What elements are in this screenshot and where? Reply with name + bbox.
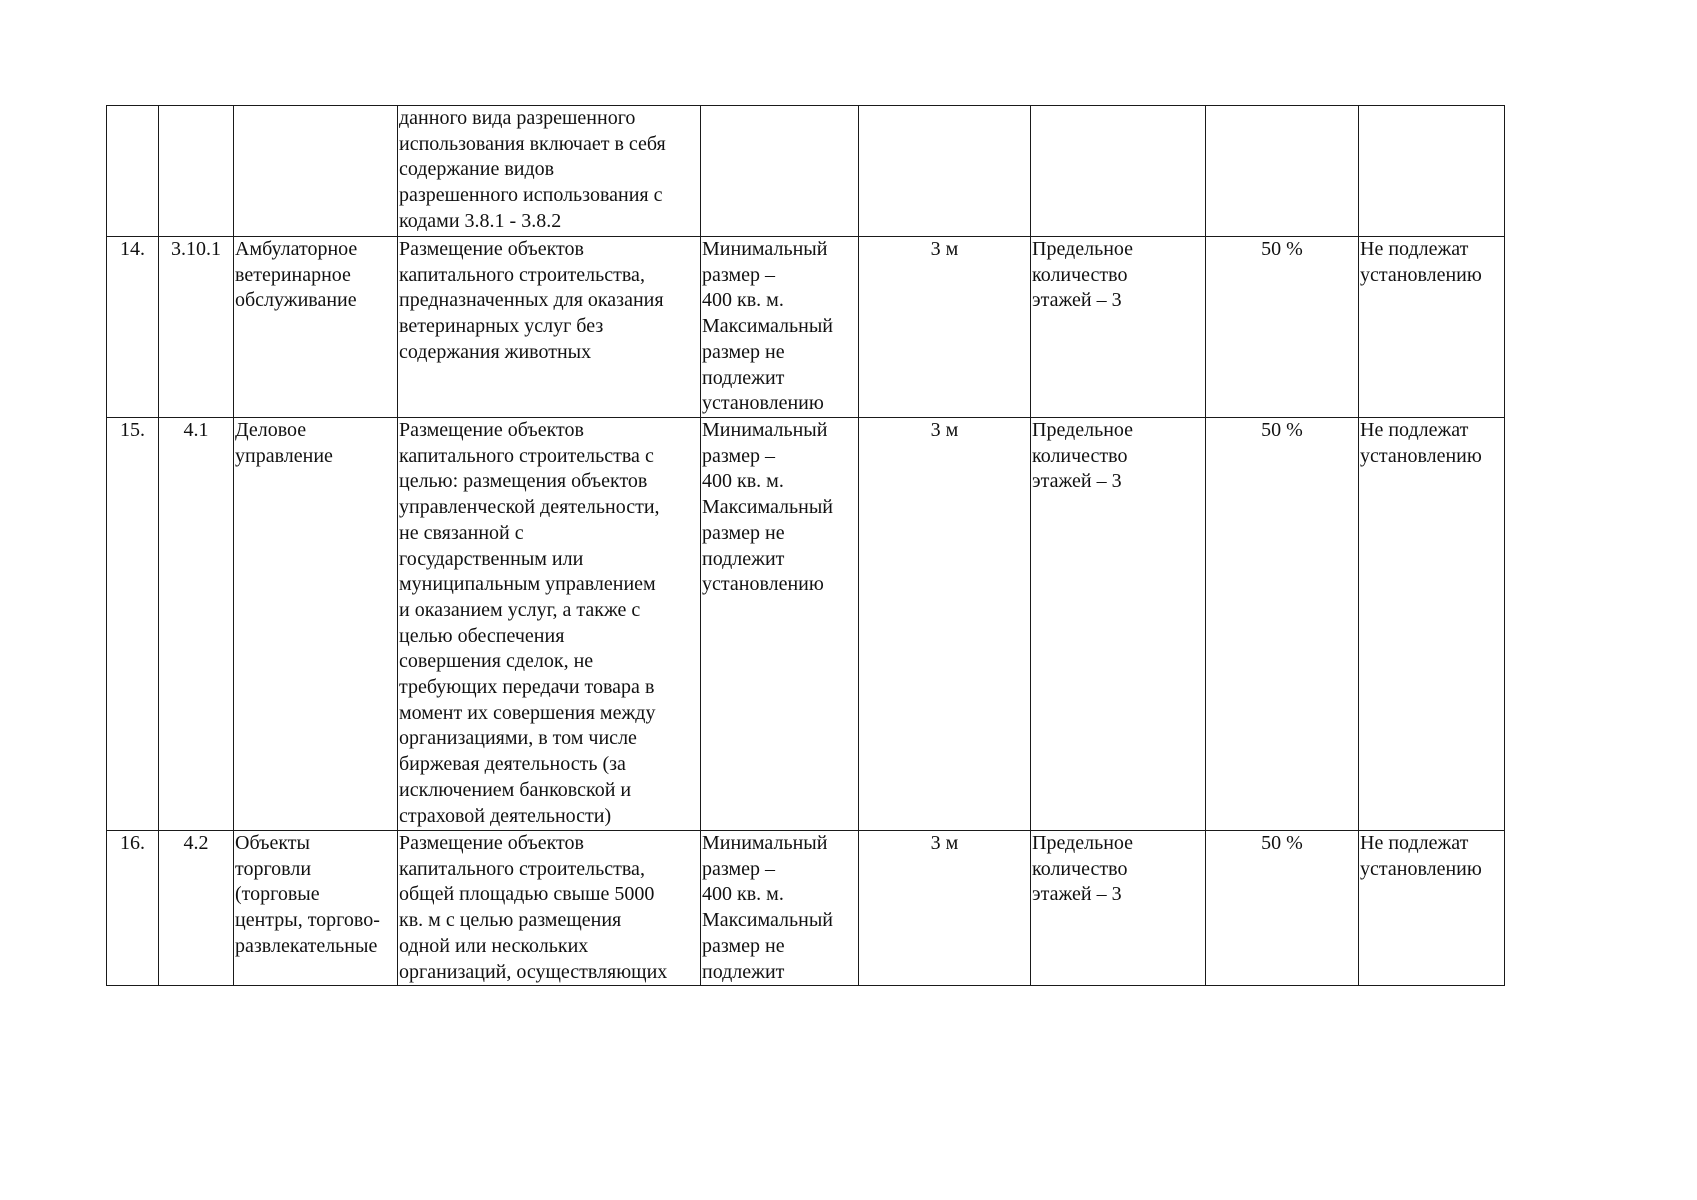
table-row-continuation [107,106,1505,237]
setback-distance-cell: 3 м [859,418,1031,831]
plot-area-cell: Минимальный размер – 400 кв. м. Максимальный размер не подлежит установлению [701,237,859,418]
max-floors-cell [1031,106,1206,237]
table-row-14 [107,237,1505,418]
coverage-percent-cell [1206,106,1359,237]
setback-distance-cell: 3 м [859,831,1031,986]
use-name-cell: Деловое управление [234,418,398,831]
max-floors-cell: Предельное количество этажей – 3 [1031,237,1206,418]
use-code-cell: 3.10.1 [159,237,234,418]
row-number-cell: 16. [107,831,159,986]
other-params-cell: Не подлежат установлению [1359,831,1505,986]
other-params-cell [1359,106,1505,237]
max-floors-cell: Предельное количество этажей – 3 [1031,831,1206,986]
use-code-cell: 4.1 [159,418,234,831]
use-code-cell [159,106,234,237]
plot-area-cell [701,106,859,237]
coverage-percent-cell: 50 % [1206,418,1359,831]
setback-distance-cell: 3 м [859,237,1031,418]
use-description-cell: Размещение объектов капитального строительства, общей площадью свыше 5000 кв. м с целью размещения одной или нескольких организаций, осуществляющих [398,831,701,986]
land-use-regulations-table [106,105,1505,986]
max-floors-cell: Предельное количество этажей – 3 [1031,418,1206,831]
other-params-cell: Не подлежат установлению [1359,237,1505,418]
coverage-percent-cell: 50 % [1206,237,1359,418]
use-description-cell: данного вида разрешенного использования включает в себя содержание видов разрешенного использования с кодами 3.8.1 - 3.8.2 [398,106,701,237]
plot-area-cell: Минимальный размер – 400 кв. м. Максимальный размер не подлежит установлению [701,418,859,831]
table-row-15 [107,418,1505,831]
plot-area-cell: Минимальный размер – 400 кв. м. Максимальный размер не подлежит [701,831,859,986]
setback-distance-cell [859,106,1031,237]
use-name-cell [234,106,398,237]
table-row-16 [107,831,1505,986]
use-code-cell: 4.2 [159,831,234,986]
row-number-cell: 14. [107,237,159,418]
use-description-cell: Размещение объектов капитального строительства, предназначенных для оказания ветеринарных услуг без содержания животных [398,237,701,418]
other-params-cell: Не подлежат установлению [1359,418,1505,831]
coverage-percent-cell: 50 % [1206,831,1359,986]
use-description-cell: Размещение объектов капитального строительства с целью: размещения объектов управленческой деятельности, не связанной с государственным или муниципальным управлением и оказанием услуг, а также с целью обеспечения совершения сделок, не требующих передачи товара в момент их совершения между организациями, в том числе биржевая деятельность (за исключением банковской и страховой деятельности) [398,418,701,831]
use-name-cell: Объекты торговли (торговые центры, торгово- развлекательные [234,831,398,986]
row-number-cell [107,106,159,237]
use-name-cell: Амбулаторное ветеринарное обслуживание [234,237,398,418]
row-number-cell: 15. [107,418,159,831]
